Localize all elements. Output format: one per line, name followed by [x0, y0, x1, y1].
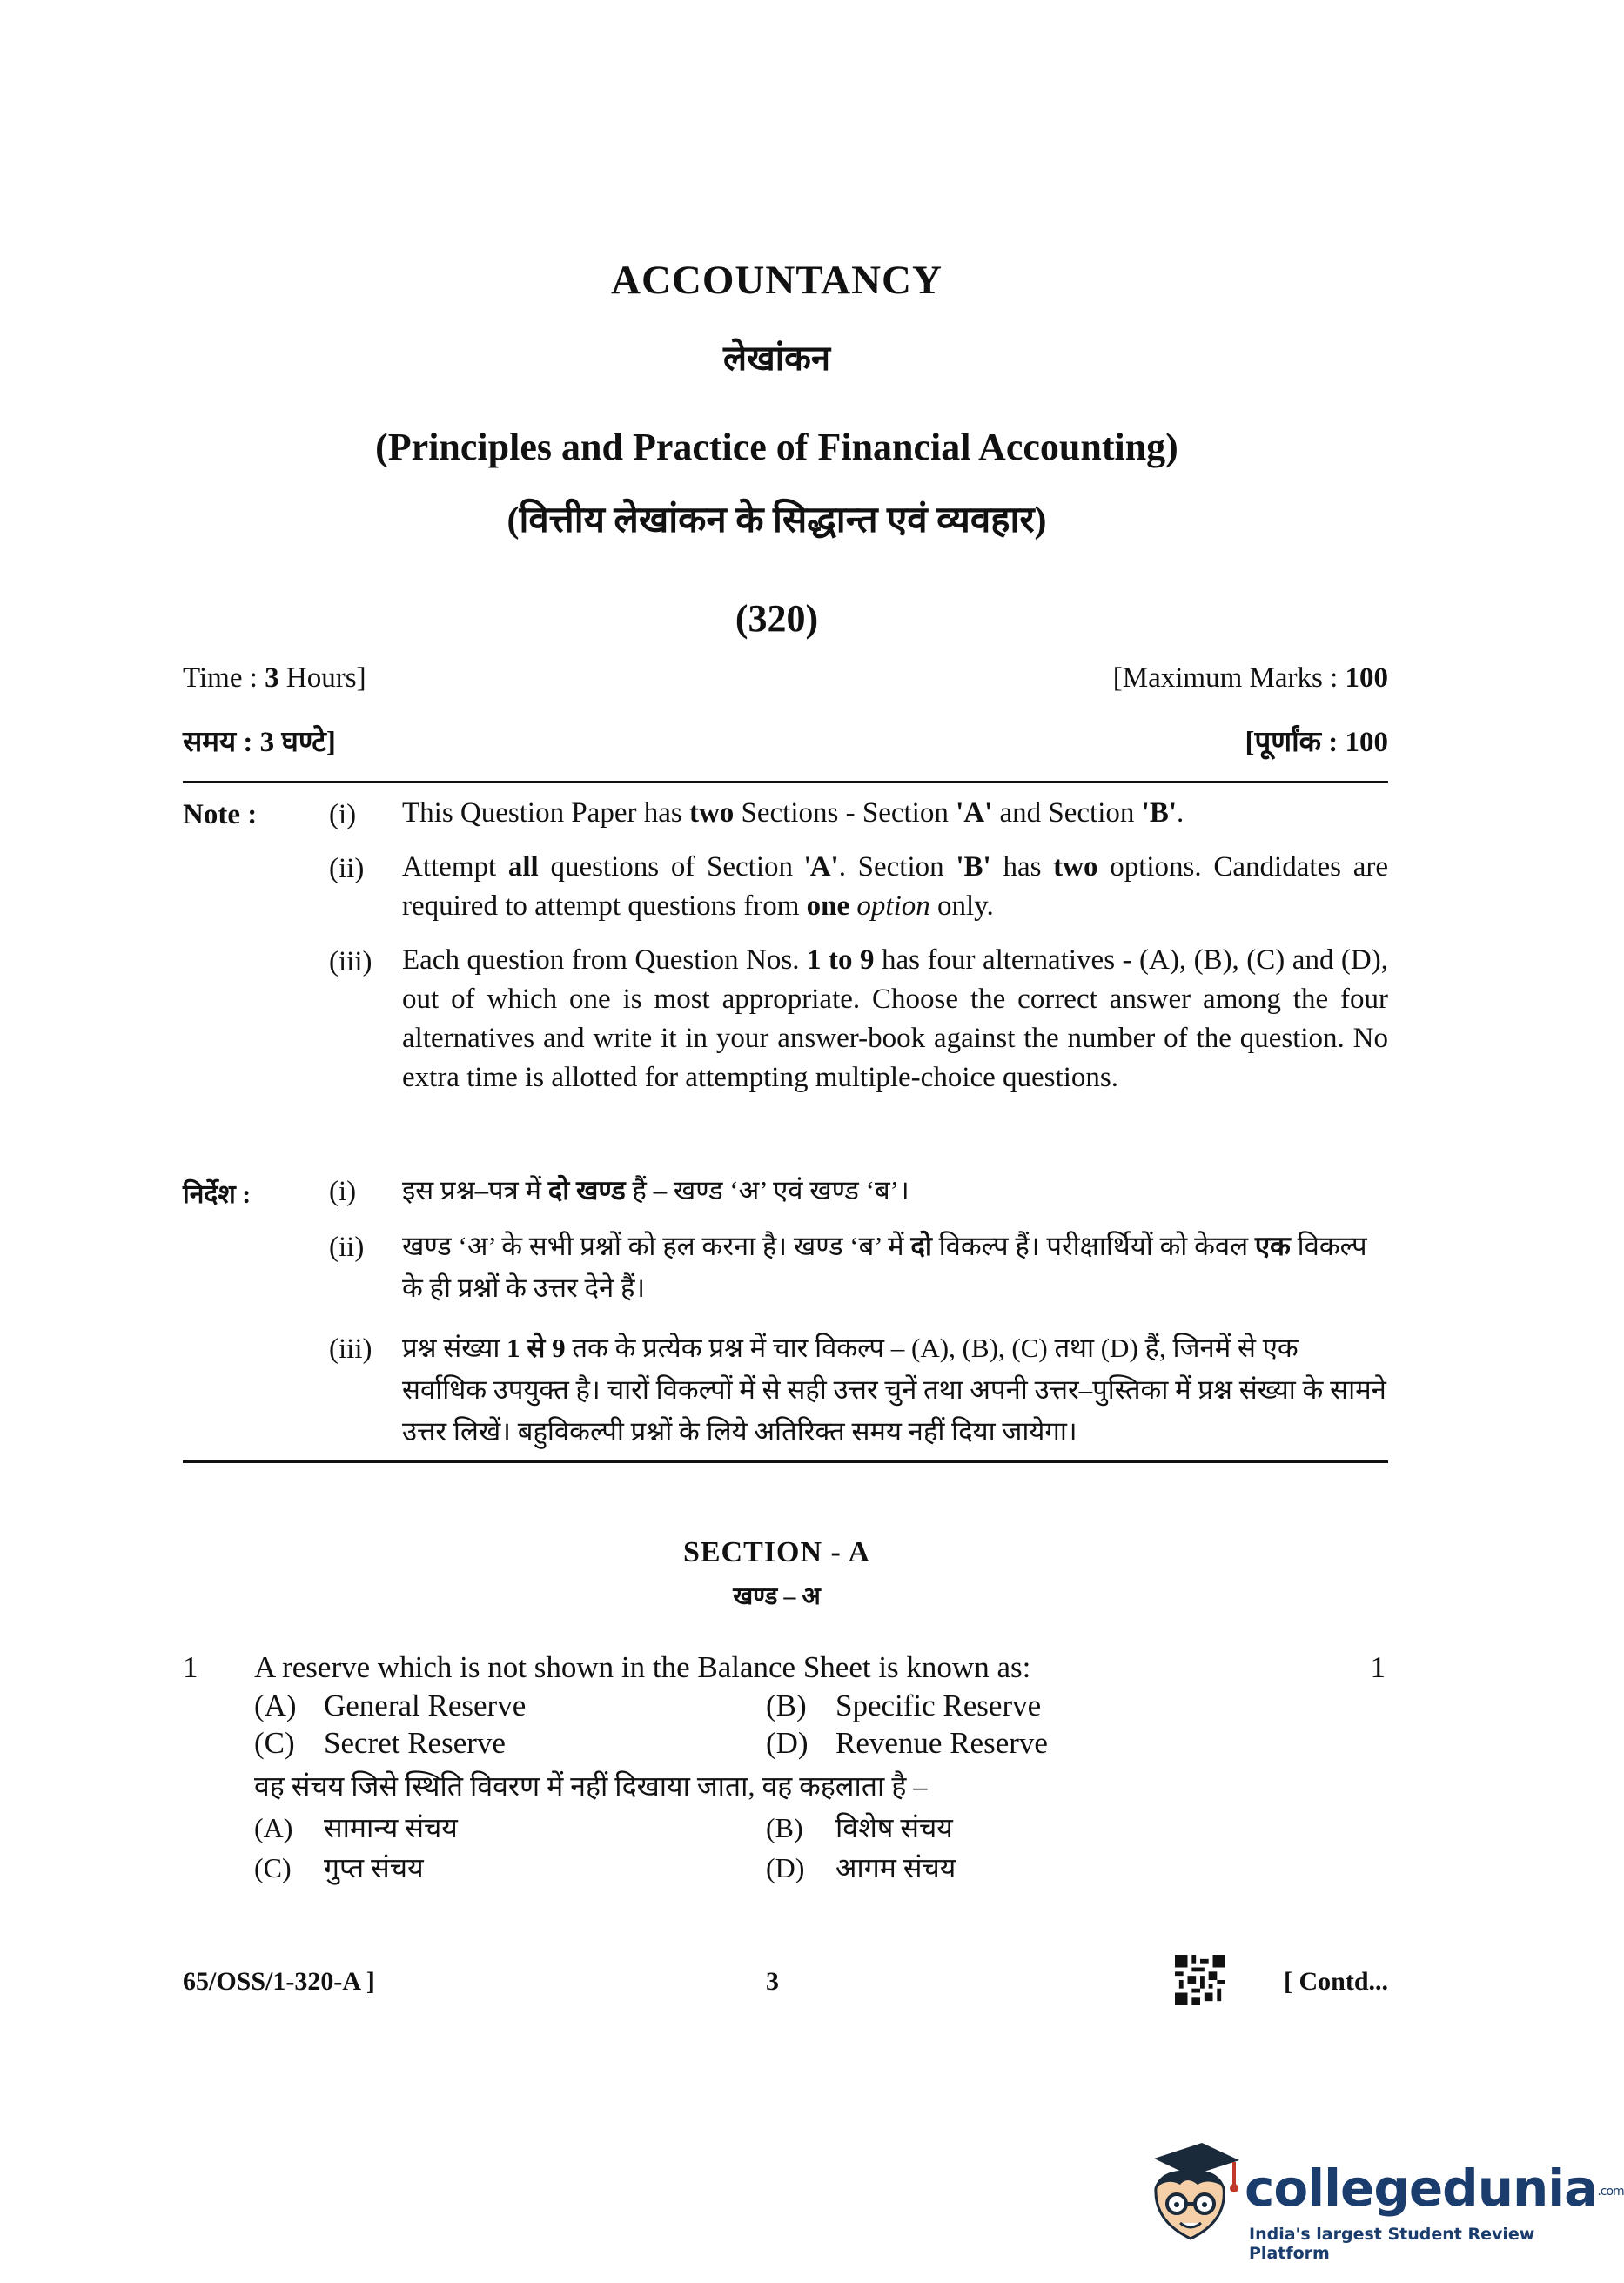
paper-subtitle-hindi: (वित्तीय लेखांकन के सिद्धान्त एवं व्यवहार) — [507, 500, 1047, 541]
option-d: (D) Revenue Reserve — [766, 1726, 1048, 1760]
time-hi: समय : 3 घण्टे] — [183, 727, 336, 758]
option-d-hindi: (D) आगम संचय — [766, 1852, 956, 1883]
paper-code: 65/OSS/1-320-A ] — [183, 1967, 375, 1996]
nirdesh-i: इस प्रश्न–पत्र में दो खण्ड हैं – खण्ड ‘अ’ एवं खण्ड ‘ब’। — [402, 1175, 909, 1205]
section-title: SECTION - A — [682, 1536, 871, 1568]
subject-code: (320) — [735, 597, 819, 640]
nirdesh-i-number: (i) — [329, 1176, 357, 1207]
max-marks-hi: [पूर्णांक : 100 — [1245, 727, 1388, 758]
page-number: 3 — [766, 1967, 779, 1996]
nirdesh-iii: प्रश्न संख्या 1 से 9 तक के प्रत्येक प्रश्न में चार विकल्प – (A), (B), (C) तथा (D) हैं, जिनमें से एक सर्वाधिक उपयुक्त है। चारों विकल्पों में से सही उत्तर चुनें तथा अपनी उत्तर–पुस्तिका में प्रश्न संख्या के सामने उत्तर लिखें। बहुविकल्पी प्रश्नों के लिये अतिरिक्त समय नहीं दिया जायेगा। — [402, 1333, 1386, 1447]
nirdesh-ii-number: (ii) — [329, 1232, 365, 1263]
note-iii: Each question from Question Nos. 1 to 9 has four alternatives - (A), (B), (C) and (D), out of which one is most appropriate. Choose the correct answer among the four alternatives and write it in your answer-book against the number of the question. No extra time is allotted for attempting multiple-choice questions. — [402, 944, 1388, 1093]
nirdesh-ii: खण्ड ‘अ’ के सभी प्रश्नों को हल करना है। खण्ड ‘ब’ में दो विकल्प हैं। परीक्षार्थियों को केवल एक विकल्प के ही प्रश्नों के उत्तर देने हैं। — [402, 1231, 1367, 1303]
paper-subtitle: (Principles and Practice of Financial Accounting) — [375, 426, 1178, 468]
option-a: (A) General Reserve — [254, 1689, 527, 1722]
bottom-divider — [183, 1460, 1388, 1463]
question-number: 1 — [183, 1650, 198, 1684]
nirdesh-label: निर्देश : — [183, 1180, 252, 1209]
top-divider — [183, 781, 1388, 783]
option-a-hindi: (A) सामान्य संचय — [254, 1812, 458, 1843]
note-i: This Question Paper has two Sections - Section 'A' and Section 'B'. — [402, 797, 1184, 829]
nirdesh-iii-number: (iii) — [329, 1333, 372, 1365]
logo-brand: collegedunia.com — [1245, 2159, 1624, 2218]
question-text: A reserve which is not shown in the Balance Sheet is known as: — [254, 1650, 1031, 1684]
note-iii-number: (iii) — [329, 946, 372, 977]
time-en: Time : 3 Hours] — [183, 662, 366, 694]
max-marks-en: [Maximum Marks : 100 — [1112, 662, 1388, 694]
option-b: (B) Specific Reserve — [766, 1689, 1042, 1722]
note-i-number: (i) — [329, 799, 357, 830]
contd-label: [ Contd... — [1283, 1967, 1388, 1996]
note-ii-number: (ii) — [329, 853, 365, 884]
question-text-hindi: वह संचय जिसे स्थिति विवरण में नहीं दिखाया जाता, वह कहलाता है – — [254, 1770, 928, 1802]
option-c-hindi: (C) गुप्त संचय — [254, 1852, 424, 1883]
logo-mascot-icon — [1137, 2134, 1245, 2256]
paper-title-hindi: लेखांकन — [722, 339, 831, 378]
section-title-hindi: खण्ड – अ — [733, 1583, 821, 1610]
question-marks: 1 — [1370, 1650, 1386, 1684]
paper-title: ACCOUNTANCY — [611, 258, 943, 303]
note-label: Note : — [183, 799, 258, 830]
note-ii: Attempt all questions of Section 'A'. Section 'B' has two options. Candidates are required to attempt questions from one option only. — [402, 851, 1389, 922]
option-c: (C) Secret Reserve — [254, 1726, 506, 1760]
logo-tagline: India's largest Student Review Platform — [1249, 2225, 1535, 2263]
qr-code-icon — [1175, 1955, 1225, 2005]
option-b-hindi: (B) विशेष संचय — [766, 1812, 953, 1843]
